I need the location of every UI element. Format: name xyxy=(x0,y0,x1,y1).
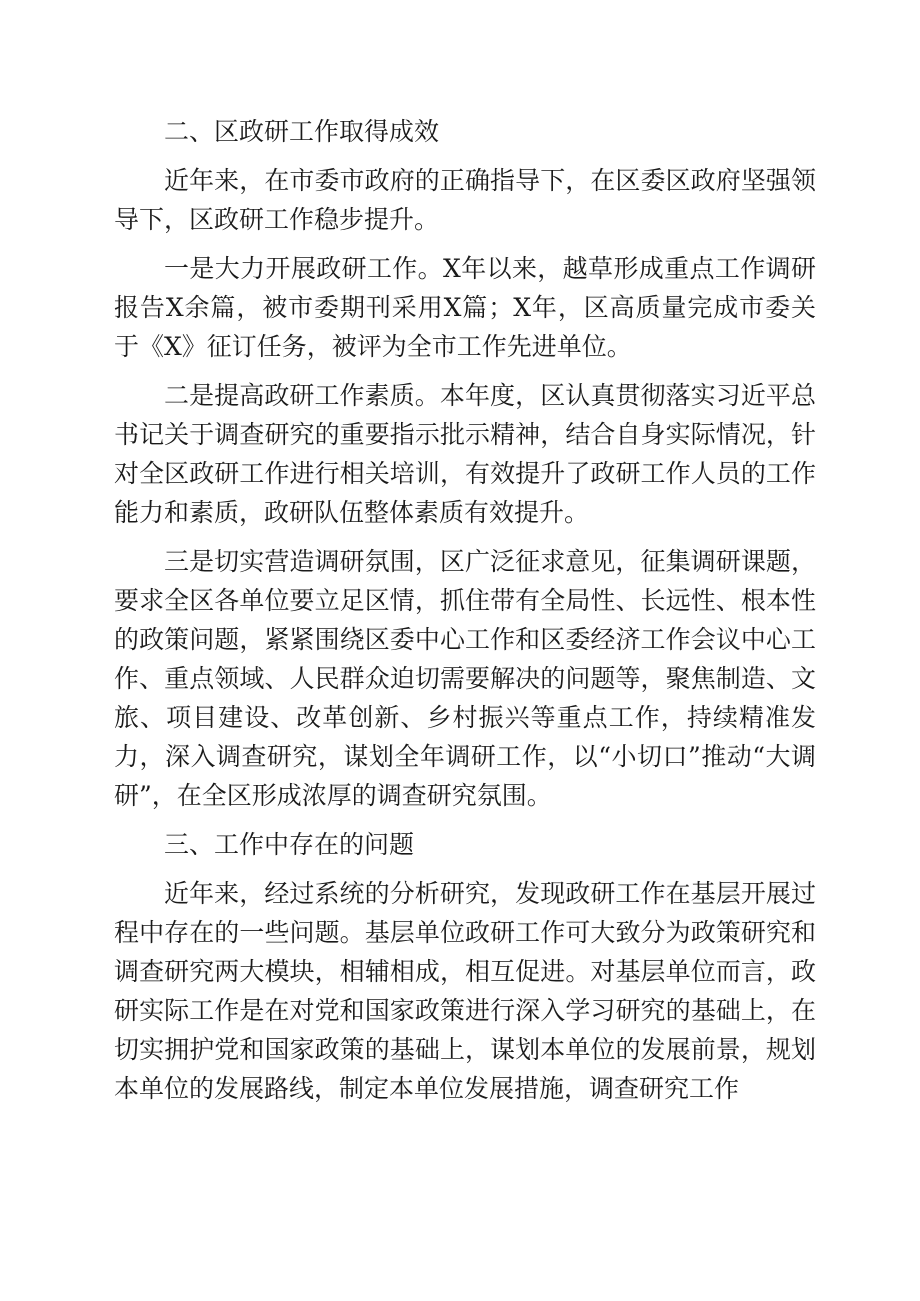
paragraph-point-one: 一是大力开展政研工作。X年以来，越草形成重点工作调研报告X余篇，被市委期刊采用X篇；X年，区高质量完成市委关于《X》征订任务，被评为全市工作先进单位。 xyxy=(114,254,816,361)
section-heading-achievements: 二、区政研工作取得成效 xyxy=(164,117,440,146)
document-body xyxy=(114,112,816,1118)
paragraph-intro: 近年来，在市委市政府的正确指导下，在区委区政府坚强领导下，区政研工作稳步提升。 xyxy=(114,166,816,234)
paragraph-point-three: 三是切实营造调研氛围，区广泛征求意见，征集调研课题，要求全区各单位要立足区情，抓住带有全局性、长远性、根本性的政策问题，紧紧围绕区委中心工作和区委经济工作会议中心工作、重点领域、人民群众迫切需要解决的问题等，聚焦制造、文旅、项目建设、改革创新、乡村振兴等重点工作，持续精准发力，深入调查研究，谋划全年调研工作，以“小切口”推动“大调研”，在全区形成浓厚的调查研究氛围。 xyxy=(114,547,816,810)
paragraph-problems-intro: 近年来，经过系统的分析研究，发现政研工作在基层开展过程中存在的一些问题。基层单位政研工作可大致分为政策研究和调查研究两大模块，相辅相成，相互促进。对基层单位而言，政研实际工作是在对党和国家政策进行深入学习研究的基础上，在切实拥护党和国家政策的基础上，谋划本单位的发展前景，规划本单位的发展路线，制定本单位发展措施，调查研究工作 xyxy=(114,879,816,1103)
section-heading-problems: 三、工作中存在的问题 xyxy=(164,830,415,859)
paragraph-point-two: 二是提高政研工作素质。本年度，区认真贯彻落实习近平总书记关于调查研究的重要指示批示精神，结合自身实际情况，针对全区政研工作进行相关培训，有效提升了政研工作人员的工作能力和素质，政研队伍整体素质有效提升。 xyxy=(114,381,816,527)
